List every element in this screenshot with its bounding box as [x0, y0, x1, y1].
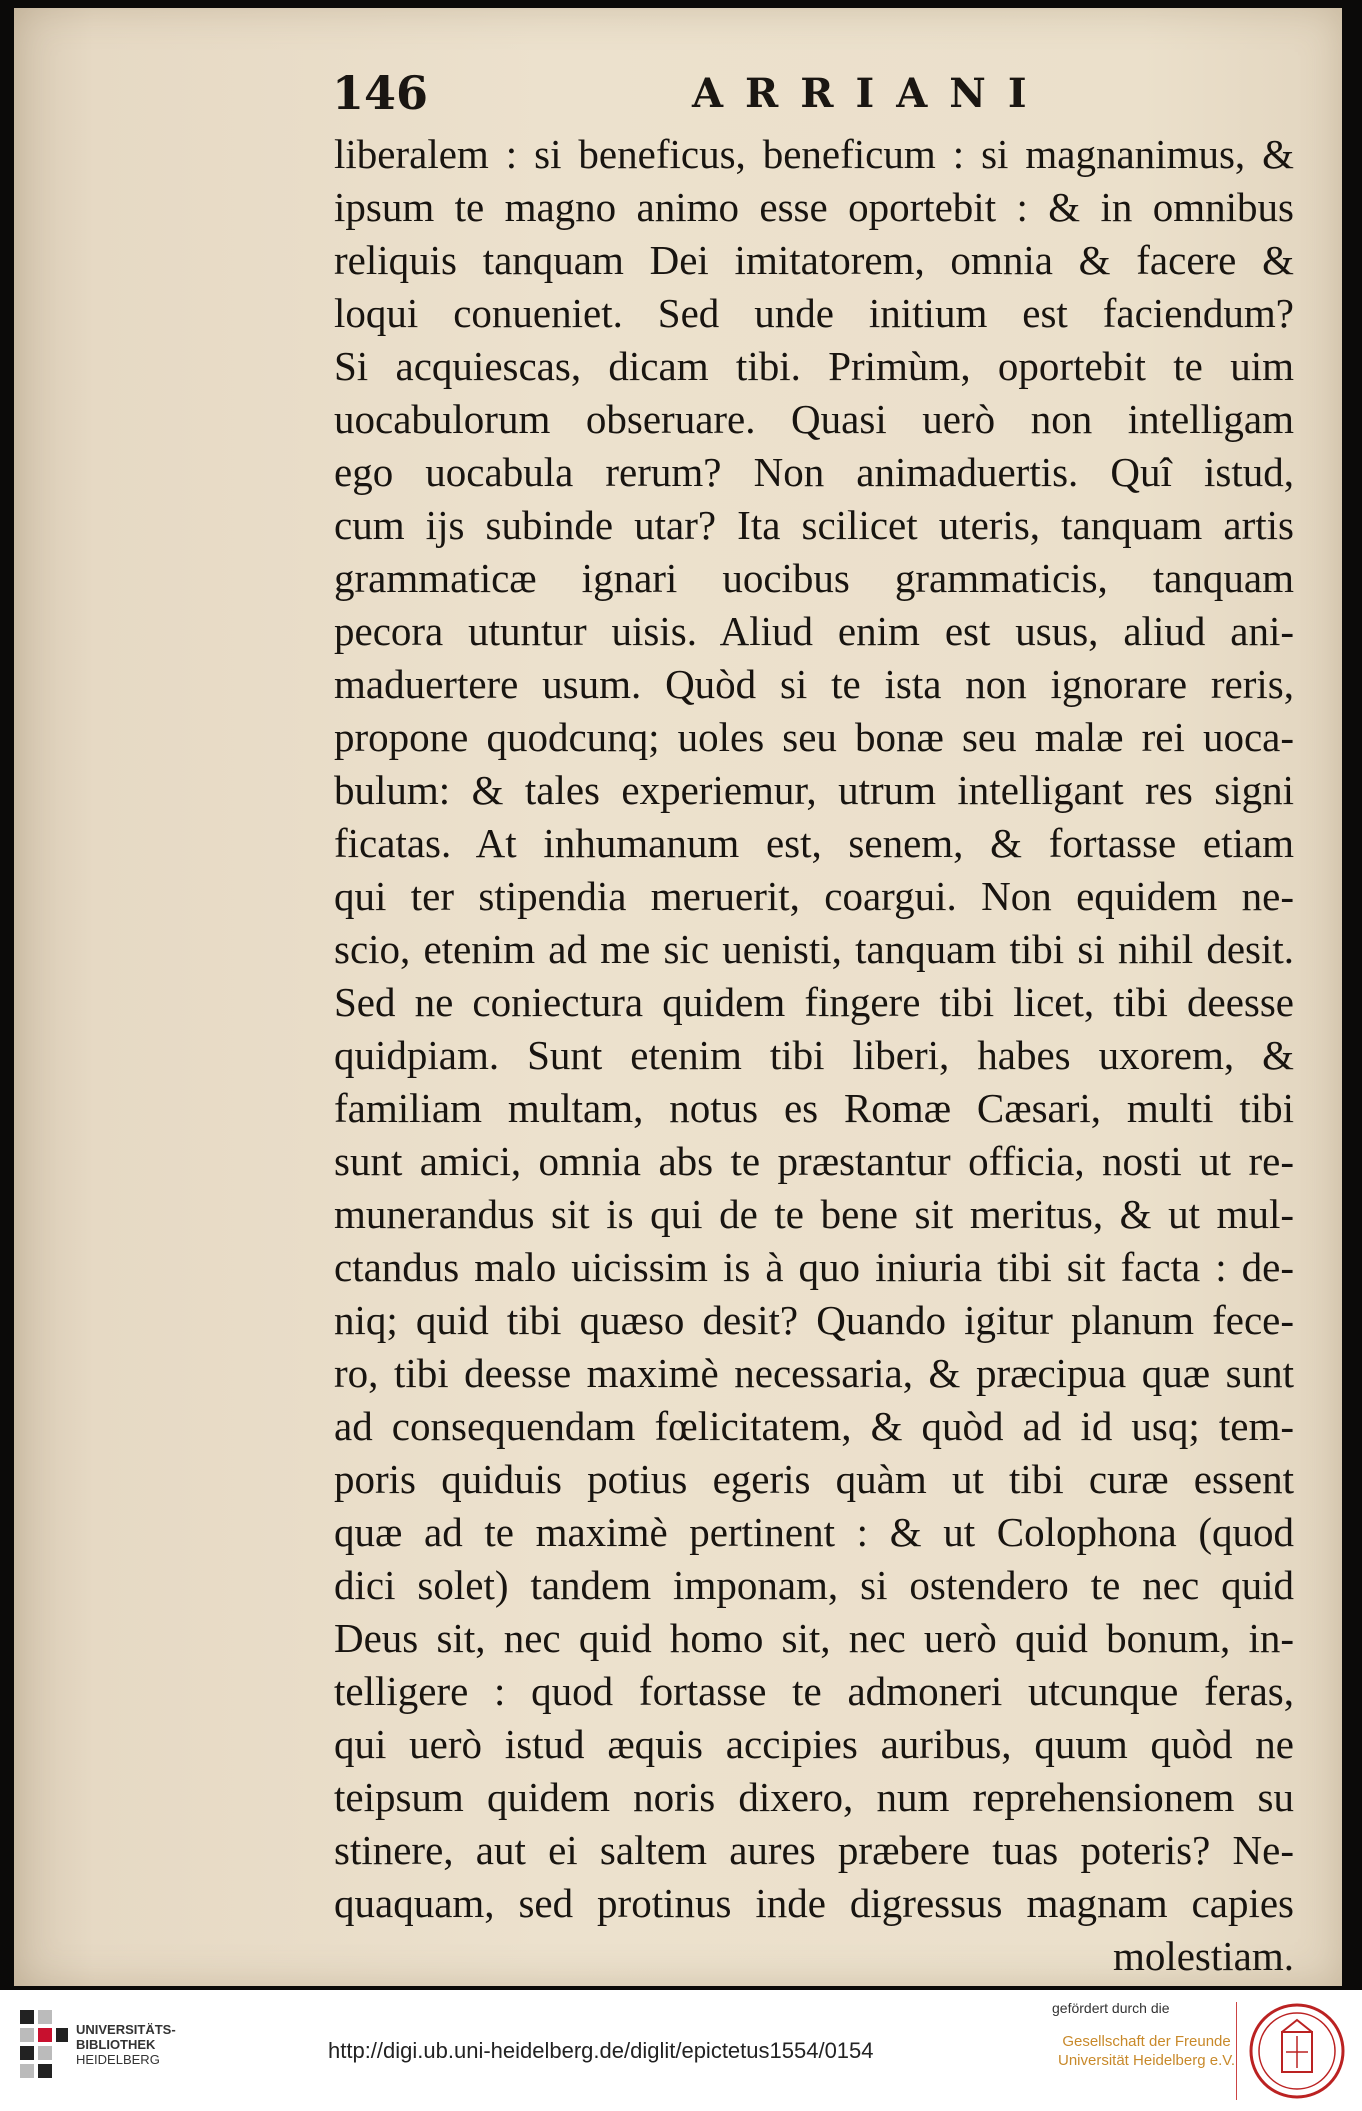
text-line: ipsum te magno animo esse oportebit : & in omnibus: [334, 184, 1294, 230]
page-number: 146: [332, 66, 429, 120]
page-header: [332, 66, 1292, 126]
book-page: [14, 8, 1342, 1986]
text-line: Sed ne coniectura quidem fingere tibi licet, tibi deesse: [334, 979, 1294, 1025]
text-line: Deus sit, nec quid homo sit, nec uerò quid bonum, in-: [334, 1615, 1294, 1661]
text-line: telligere : quod fortasse te admoneri utcunque feras,: [334, 1668, 1294, 1714]
text-line: niq; quid tibi quæso desit? Quando igitur planum fece-: [334, 1297, 1294, 1343]
text-line: bulum: & tales experiemur, utrum intelligant res signi: [334, 767, 1294, 813]
university-seal-icon: [1248, 2002, 1346, 2100]
text-line: maduertere usum. Quòd si te ista non ignorare reris,: [334, 661, 1294, 707]
text-line: ficatas. At inhumanum est, senem, & fortasse etiam: [334, 820, 1294, 866]
text-line: teipsum quidem noris dixero, num reprehensionem su: [334, 1774, 1294, 1820]
text-line: qui uerò istud æquis accipies auribus, quum quòd ne: [334, 1721, 1294, 1767]
text-line: propone quodcunq; uoles seu bonæ seu malæ rei uoca-: [334, 714, 1294, 760]
text-line: liberalem : si beneficus, beneficum : si magnanimus, &: [334, 131, 1294, 177]
text-line: ego uocabula rerum? Non animaduertis. Quî istud,: [334, 449, 1294, 495]
text-line: quaquam, sed protinus inde digressus magnam capies: [334, 1880, 1294, 1926]
text-line: pecora utuntur uisis. Aliud enim est usus, aliud ani-: [334, 608, 1294, 654]
text-line: stinere, aut ei saltem aures præbere tuas poteris? Ne-: [334, 1827, 1294, 1873]
footer-divider: [1236, 2002, 1237, 2100]
text-line: qui ter stipendia meruerit, coargui. Non equidem ne-: [334, 873, 1294, 919]
text-line: scio, etenim ad me sic uenisti, tanquam tibi si nihil desit.: [334, 926, 1294, 972]
permalink-url[interactable]: http://digi.ub.uni-heidelberg.de/diglit/epictetus1554/0154: [328, 2038, 874, 2063]
text-line: familiam multam, notus es Romæ Cæsari, multi tibi: [334, 1085, 1294, 1131]
text-line: poris quiduis potius egeris quàm ut tibi curæ essent: [334, 1456, 1294, 1502]
university-library-logo-icon: [18, 2008, 70, 2094]
running-head: ARRIANI: [692, 70, 1049, 117]
text-line: cum ijs subinde utar? Ita scilicet uteris, tanquam artis: [334, 502, 1294, 548]
text-line: reliquis tanquam Dei imitatorem, omnia & facere &: [334, 237, 1294, 283]
footer: [0, 1990, 1362, 2111]
text-line: grammaticæ ignari uocibus grammaticis, tanquam: [334, 555, 1294, 601]
text-line: sunt amici, omnia abs te præstantur officia, nosti ut re-: [334, 1138, 1294, 1184]
text-line: ro, tibi deesse maximè necessaria, & præcipua quæ sunt: [334, 1350, 1294, 1396]
sponsor-label: gefördert durch die: [1052, 2000, 1170, 2016]
text-line: uocabulorum obseruare. Quasi uerò non intelligam: [334, 396, 1294, 442]
library-name: UNIVERSITÄTS- BIBLIOTHEK HEIDELBERG: [76, 2022, 176, 2067]
text-line: dici solet) tandem imponam, si ostendero te nec quid: [334, 1562, 1294, 1608]
text-line: loqui conueniet. Sed unde initium est faciendum?: [334, 290, 1294, 336]
text-line: quæ ad te maximè pertinent : & ut Colophona (quod: [334, 1509, 1294, 1555]
text-line: ctandus malo uicissim is à quo iniuria tibi sit facta : de-: [334, 1244, 1294, 1290]
sponsor-name: Gesellschaft der Freunde Universität Heidelberg e.V.: [1058, 2033, 1236, 2069]
text-line: ad consequendam fœlicitatem, & quòd ad id usq; tem-: [334, 1403, 1294, 1449]
text-line: quidpiam. Sunt etenim tibi liberi, habes uxorem, &: [334, 1032, 1294, 1078]
text-line: molestiam.: [1112, 1933, 1294, 1979]
text-line: munerandus sit is qui de te bene sit meritus, & ut mul-: [334, 1191, 1294, 1237]
text-line: Si acquiescas, dicam tibi. Primùm, oportebit te uim: [334, 343, 1294, 389]
body-text: [334, 128, 1294, 1983]
